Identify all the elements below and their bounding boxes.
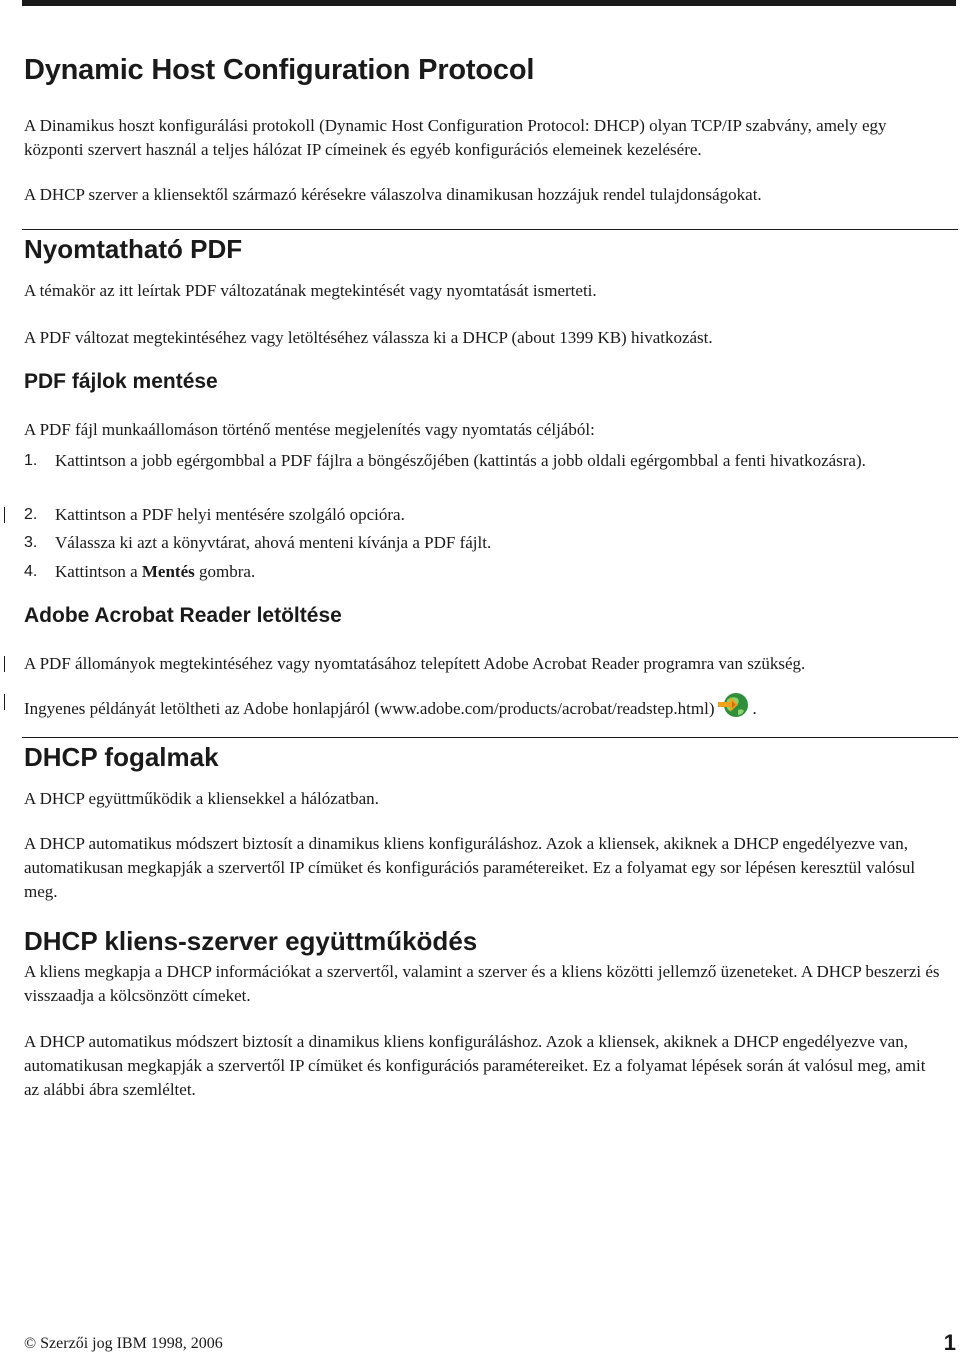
step-number: 2. (24, 506, 38, 523)
section-rule-printable-pdf (22, 229, 958, 230)
printable-pdf-paragraph-1: A témakör az itt leírtak PDF változatának megtekintését vagy nyomtatását ismerteti. (24, 281, 597, 300)
step-text: Válassza ki azt a könyvtárat, ahová menteni kívánja a PDF fájlt. (55, 533, 492, 552)
step-number: 3. (24, 534, 38, 551)
heading-printable-pdf: Nyomtatható PDF (24, 234, 243, 264)
list-item-step-2 (24, 503, 944, 527)
page-number: 1 (943, 1330, 956, 1355)
acrobat-link-text[interactable]: Ingyenes példányát letöltheti az Adobe honlapjáról (www.adobe.com/products/acrobat/readstep.html) (24, 699, 715, 718)
acrobat-paragraph-2-end: . (752, 699, 757, 718)
change-bar (4, 694, 5, 710)
step-text (55, 560, 944, 584)
section-rule-concepts (22, 737, 958, 738)
step-text-before: Kattintson a (55, 562, 142, 581)
client-server-paragraph-1: A kliens megkapja a DHCP információkat a szervertől, valamint a szerver és a kliens közötti jellemző üzeneteket. A DHCP beszerzi és visszaadja a kölcsönzött címeket. (24, 962, 940, 1005)
list-item-step-1 (24, 449, 944, 473)
save-pdf-intro: A PDF fájl munkaállomáson történő mentése megjelenítés vagy nyomtatás céljából: (24, 420, 595, 439)
change-bar (4, 656, 5, 672)
acrobat-paragraph-1: A PDF állományok megtekintéséhez vagy nyomtatásához telepített Adobe Acrobat Reader programra van szükség. (24, 654, 806, 673)
heading-dhcp-concepts: DHCP fogalmak (24, 742, 219, 772)
page-title: Dynamic Host Configuration Protocol (24, 54, 535, 86)
top-rule (22, 0, 956, 6)
external-link-globe-icon[interactable] (716, 690, 750, 727)
heading-client-server: DHCP kliens-szerver együttműködés (24, 926, 478, 956)
intro-paragraph-1: A Dinamikus hoszt konfigurálási protokoll (Dynamic Host Configuration Protocol: DHCP) olyan TCP/IP szabvány, amely egy központi szervert használ a teljes hálózat IP címeinek és egyéb konfigurációs elemeinek kezelésére. (24, 116, 887, 159)
step-number: 1. (24, 452, 38, 469)
copyright-notice: © Szerzői jog IBM 1998, 2006 (24, 1335, 223, 1352)
list-item-step-4 (24, 560, 944, 584)
change-bar (4, 507, 5, 523)
heading-save-pdf: PDF fájlok mentése (24, 370, 218, 393)
step-text: Kattintson a jobb egérgombbal a PDF fájlra a böngészőjében (kattintás a jobb oldali egérgombbal a fenti hivatkozásra). (55, 451, 866, 470)
step-text: Kattintson a PDF helyi mentésére szolgáló opcióra. (55, 505, 405, 524)
list-item-step-3 (24, 531, 944, 555)
client-server-paragraph-2: A DHCP automatikus módszert biztosít a dinamikus kliens konfiguráláshoz. Azok a kliensek, akiknek a DHCP engedélyezve van, automatikusan megkapják a szervertől IP címüket és konfigurációs paramétereiket. Ez a folyamat lépések során át valósul meg, amit az alábbi ábra szemléltet. (24, 1032, 926, 1099)
save-button-label: Mentés (141, 562, 195, 581)
intro-paragraph-2: A DHCP szerver a kliensektől származó kérésekre válaszolva dinamikusan hozzájuk rendel tulajdonságokat. (24, 185, 762, 204)
step-number: 4. (24, 563, 38, 580)
acrobat-paragraph-2 (24, 690, 944, 727)
concepts-paragraph-1: A DHCP együttműködik a kliensekkel a hálózatban. (24, 789, 379, 808)
step-text-after: gombra. (194, 562, 256, 581)
concepts-paragraph-2: A DHCP automatikus módszert biztosít a dinamikus kliens konfiguráláshoz. Azok a kliensek, akiknek a DHCP engedélyezve van, automatikusan megkapják a szervertől IP címüket és konfigurációs paramétereiket. Ez a folyamat egy sor lépésen keresztül valósul meg. (24, 834, 916, 901)
heading-acrobat: Adobe Acrobat Reader letöltése (24, 604, 342, 627)
printable-pdf-paragraph-2: A PDF változat megtekintéséhez vagy letöltéséhez válassza ki a DHCP (about 1399 KB) hivatkozást. (24, 328, 713, 347)
